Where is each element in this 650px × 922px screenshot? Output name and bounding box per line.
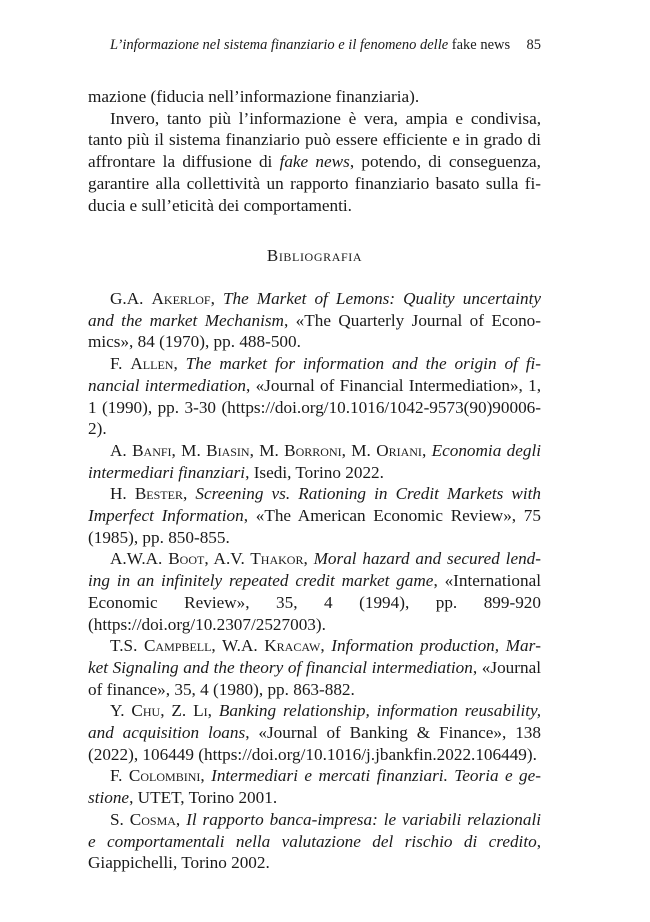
entry-publication: , Giappichelli, Torino 2002. <box>88 831 541 873</box>
bibliography-entry <box>88 440 541 483</box>
entry-initials: H. <box>110 484 135 504</box>
bibliography-entry <box>88 353 541 440</box>
entry-initials: S. <box>110 809 130 829</box>
entry-title: Intermediari e mercati finanziari. Teoria e gestione <box>88 766 541 808</box>
entry-publication: , «Journal of Banking & Finance», 138 (2022), 106449 (https://doi.org/10.1016/j.jbankfin.2022.106449). <box>88 723 541 764</box>
entry-author: Bester <box>134 484 183 504</box>
entry-title: The market for information and the origin of financial intermediation <box>88 354 541 395</box>
entry-author: Banfi, M. Biasin, M. Borroni, M. Oriani <box>132 440 422 460</box>
entry-title: Moral hazard and secured lending in an infinitely repeated credit market game <box>88 549 542 591</box>
entry-title: Economia degli intermediari finanziari <box>88 440 542 482</box>
entry-title: The Market of Lemons: Quality uncertainty and the market Mechanism <box>88 289 542 330</box>
entry-publication: , «The American Economic Review», 75 (1985), pp. 850-855. <box>88 506 541 547</box>
entry-publication: , «The Quarterly Journal of Economics», 84 (1970), pp. 488-500. <box>88 310 541 352</box>
entry-publication: , UTET, Torino 2001. <box>129 788 278 808</box>
entry-initials: G.A. <box>110 289 152 308</box>
entry-publication: , «Journal of finance», 35, 4 (1980), pp. 863-882. <box>88 657 541 699</box>
paragraph-continuation: mazione (fiducia nell’informazione finanziaria). <box>88 87 420 106</box>
paragraph-text: Invero, tanto più l’informazione è vera, ampia e condivisa, tanto più il sistema finanziario può essere efficiente e in grado di affrontare la diffusione di <box>88 108 541 172</box>
entry-author: Akerlof <box>151 289 211 308</box>
bibliography-entry <box>88 700 541 765</box>
entry-title: Il rapporto banca-impresa: le variabili relazionali e comportamentali nella valutazione del rischio di credito <box>88 809 541 851</box>
bibliography-entry <box>88 288 541 353</box>
running-title-upright: fake news <box>451 37 511 53</box>
paragraph-emphasis: fake news <box>279 152 350 172</box>
bibliography-entry <box>88 765 541 808</box>
bibliography-entry <box>88 635 541 700</box>
page-number: 85 <box>526 37 541 53</box>
paragraph-text: , potendo, di conseguenza, garantire alla collettività un rapporto finanziario basato sulla fiducia e sull’eticità dei comportamenti. <box>88 152 541 215</box>
entry-separator: , <box>173 354 186 374</box>
entry-initials: Y. <box>110 701 132 721</box>
entry-title: Information production, Market Signaling and the theory of financial intermediation <box>88 636 541 677</box>
entry-title: Banking relationship, information reusability, and acquisition loans <box>88 701 541 743</box>
entry-separator: , <box>210 289 223 308</box>
entry-separator: , <box>303 549 314 569</box>
entry-initials: F. <box>110 354 131 374</box>
entry-author: Chu, Z. Li <box>131 701 208 721</box>
entry-publication: , «International Economic Review», 35, 4 (1994), pp. 899-920 (https://doi.org/10.2307/2527003). <box>88 571 541 634</box>
entry-initials: T.S. <box>110 636 144 656</box>
entry-title: Screening vs. Rationing in Credit Markets with Imperfect Information <box>88 484 541 526</box>
entry-publication: , «Journal of Financial Intermediation», 1, 1 (1990), pp. 3-30 (https://doi.org/10.1016/1042-9573(90)90006-2). <box>88 375 541 439</box>
bibliography-list <box>88 288 541 874</box>
entry-separator: , <box>175 809 187 829</box>
entry-publication: , Isedi, Torino 2022. <box>245 462 384 482</box>
entry-author: Campbell, W.A. Kracaw <box>143 636 321 656</box>
entry-separator: , <box>421 440 432 460</box>
bibliography-entry <box>88 809 541 874</box>
bibliography-heading: Bibliografia <box>266 246 363 265</box>
entry-initials: A. <box>110 440 133 460</box>
entry-separator: , <box>320 636 332 656</box>
running-title-italic: L’informazione nel sistema finanziario e il fenomeno delle <box>110 37 449 53</box>
bibliography-entry <box>88 483 541 548</box>
entry-author: Boot, A.V. Thakor <box>168 549 304 569</box>
paragraph-conclusion <box>88 108 541 217</box>
entry-separator: , <box>200 766 212 786</box>
entry-author: Allen <box>130 354 174 374</box>
entry-author: Cosma <box>129 809 176 829</box>
running-title <box>110 36 510 54</box>
entry-initials: F. <box>110 766 129 786</box>
entry-author: Colombini <box>128 766 201 786</box>
entry-separator: , <box>182 484 196 504</box>
entry-initials: A.W.A. <box>110 549 169 569</box>
bibliography-entry <box>88 548 541 635</box>
body-text <box>88 86 541 216</box>
entry-separator: , <box>207 701 219 721</box>
